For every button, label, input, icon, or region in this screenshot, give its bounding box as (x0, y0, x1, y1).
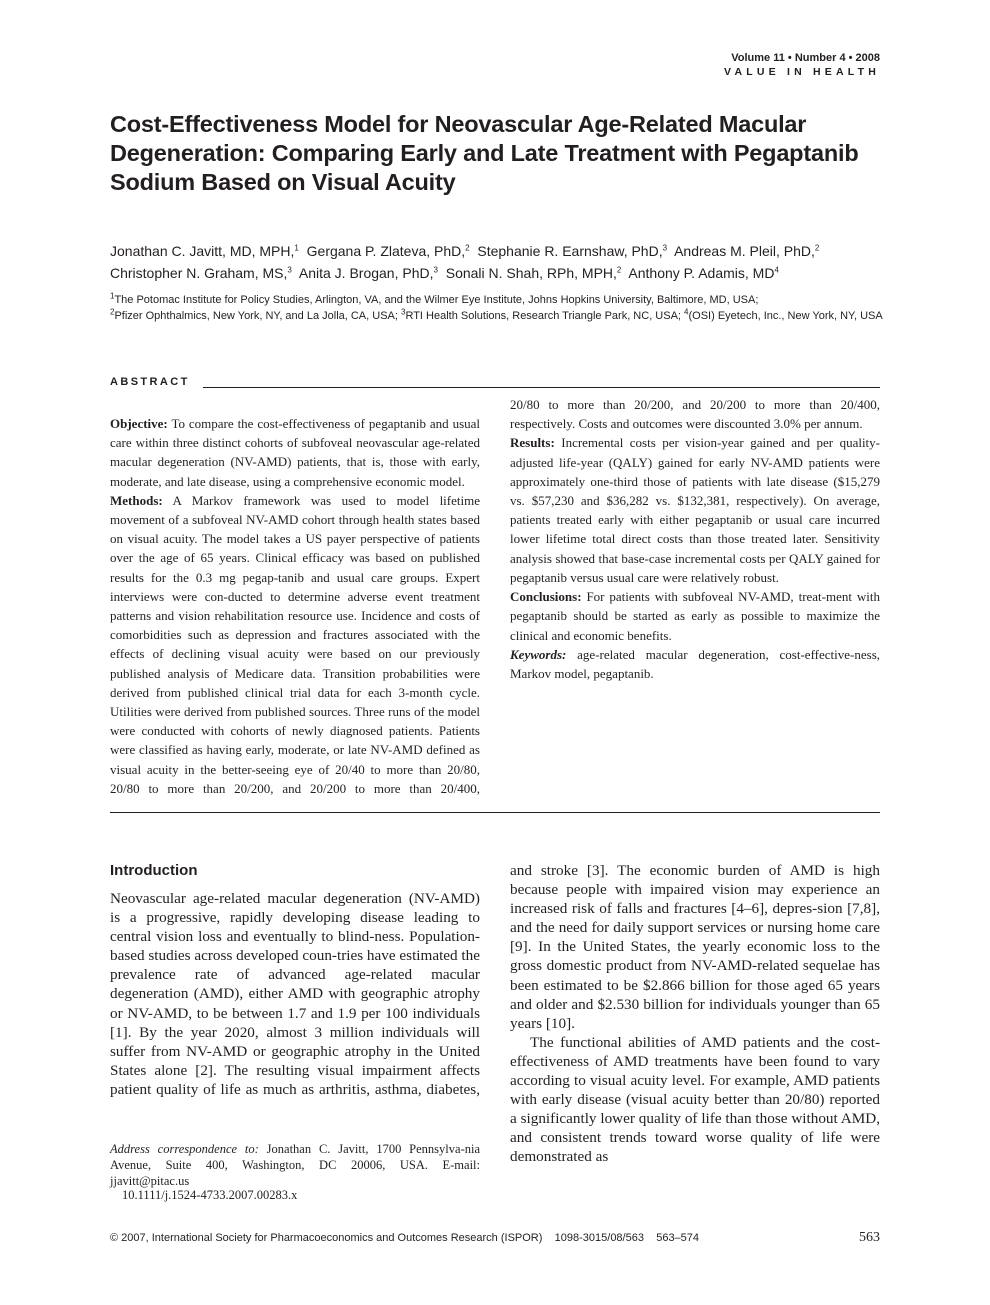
affiliation-sup: 3 (401, 307, 406, 317)
affiliation: The Potomac Institute for Policy Studies, Arlington, VA, and the Wilmer Eye Institute, Johns Hopkins University, Baltimore, MD, USA; (114, 294, 759, 306)
author: Anthony P. Adamis, MD (628, 265, 775, 281)
page-range: 563–574 (656, 1232, 700, 1244)
doi: 10.1111/j.1524-4733.2007.00283.x (122, 1188, 298, 1202)
conclusions-label: Conclusions: (510, 589, 582, 605)
keywords-text: age-related macular degeneration, cost-effective-ness, Markov model, pegaptanib. (510, 646, 880, 681)
article-title: Cost-Effectiveness Model for Neovascular Age-Related Macular Degeneration: Comparing Early and Late Treatment with Pegaptanib Sodium Based on Visual Acuity (110, 111, 859, 195)
intro-paragraph-1: Neovascular age-related macular degeneration (NV-AMD) is a progressive, rapidly developing disease leading to central vision loss and eventually to blind-ness. Population-based studies across developed coun-tries have estimated the prevalence rate of advanced age-related macular degeneration (AMD), either AMD with geographic atrophy or NV-AMD, to be between 1.7 and 1.9 per 100 individuals [1]. By the year 2020, almost 3 million individuals will suffer from NV-AMD or geographic atrophy in the United States alone [2]. The resulting visual impairment affects patient quality of life as much as arthritis, asthma, diabetes, (110, 890, 480, 1098)
author-sup: 3 (662, 243, 668, 253)
abstract-divider (203, 387, 880, 388)
body-right-viewport (510, 861, 880, 1206)
section-divider (110, 812, 880, 813)
abstract-objective (110, 414, 480, 491)
author-sup: 2 (814, 243, 820, 253)
author: Anita J. Brogan, PhD, (298, 265, 434, 281)
author-sup: 4 (774, 265, 779, 275)
author-sup: 2 (465, 243, 470, 253)
body-right-column (510, 861, 880, 1206)
abstract-right-column (510, 395, 880, 779)
author: Stephanie R. Earnshaw, PhD, (477, 243, 663, 259)
affiliation: Pfizer Ophthalmics, New York, NY, and La Jolla, CA, USA; (114, 310, 398, 322)
footer (110, 1232, 699, 1244)
abstract-keywords (510, 645, 880, 683)
copyright: © 2007, International Society for Pharmacoeconomics and Outcomes Research (ISPOR) (110, 1232, 543, 1244)
intro-paragraph-1-continued: and stroke [3]. The economic burden of AMD is high because people with impaired vision may experience an increased risk of falls and fractures [4–6], depres-sion [7,8], and the need for daily support services or nursing home care [9]. In the United States, the yearly economic loss to the gross domestic product from NV-AMD-related sequelae has been estimated to be $2.866 billion for those aged 65 years and older and $2.530 billion for individuals younger than 65 years [10]. (510, 861, 880, 1032)
correspondence-text (110, 1141, 480, 1189)
affiliations (110, 292, 890, 324)
author: Andreas M. Pleil, PhD, (674, 243, 815, 259)
affiliation-sup: 4 (684, 307, 689, 317)
abstract-results (510, 433, 880, 587)
methods-text-continued: 20/80 to more than 20/200, and 20/200 to more than 20/400, respectively. Costs and outcomes were discounted 3.0% per annum. (510, 397, 880, 432)
methods-text: A Markov framework was used to model lifetime movement of a subfoveal NV-AMD cohort through health states based on visual acuity. The model takes a US payer perspective of patients over the age of 65 years. Clinical efficacy was based on published results for the 0.3 mg pegap-tanib and usual care groups. Expert interviews were con-ducted to determine adverse event treatment patterns and vision rehabilitation resource use. Incidence and costs of comorbidities such as depression and fractures associated with the effects of declining visual acuity were based on our previously published analysis of Medicare data. Transition probabilities were derived from published clinical trial data for each 3-month cycle. Utilities were derived from published sources. Three runs of the model were conducted with cohorts of newly diagnosed patients. Patients were classified as having early, moderate, or late NV-AMD defined as visual acuity in the better-seeing eye of 20/40 to more than 20/80, 20/80 to more than 20/200, and 20/200 to more than 20/400, (110, 492, 480, 796)
affiliation-sup: 1 (110, 291, 115, 301)
page-number: 563 (859, 1230, 880, 1245)
affiliation-sup: 2 (110, 307, 115, 317)
author: Gergana P. Zlateva, PhD, (306, 243, 466, 259)
correspondence-note (110, 1141, 480, 1189)
author: Sonali N. Shah, RPh, MPH, (445, 265, 617, 281)
issn: 1098-3015/08/563 (554, 1232, 644, 1244)
abstract-heading: ABSTRACT (110, 376, 198, 388)
author-list (110, 240, 890, 284)
author-sup: 1 (294, 243, 299, 253)
methods-label: Methods: (110, 492, 163, 508)
conclusions-text: For patients with subfoveal NV-AMD, treat-ment with pegaptanib should be started as early as possible to maximize the clinical and economic benefits. (510, 589, 880, 643)
intro-paragraph-2: The functional abilities of AMD patients and the cost-effectiveness of AMD treatments have been found to vary according to visual acuity level. For example, AMD patients with early disease (visual acuity better than 20/80) reported a significantly lower quality of life than those without AMD, and consistent trends toward worse quality of life were demonstrated as (510, 1033, 880, 1166)
abstract-methods-continued (510, 395, 880, 433)
journal-issue: Volume 11 • Number 4 • 2008 (731, 52, 880, 64)
correspondence-address: Jonathan C. Javitt, 1700 Pennsylva-nia Avenue, Suite 400, Washington, DC 20006, USA. E-mail: jjavitt@pitac.us (110, 1142, 481, 1188)
introduction-heading: Introduction (110, 862, 198, 879)
affiliation: (OSI) Eyetech, Inc., New York, NY, USA (688, 310, 883, 322)
keywords-label: Keywords: (510, 646, 567, 662)
abstract-flow (510, 395, 880, 683)
abstract-right-viewport (510, 395, 880, 779)
body-flow (510, 861, 880, 1166)
abstract-conclusions (510, 587, 880, 645)
author: Christopher N. Graham, MS, (110, 265, 288, 281)
author: Jonathan C. Javitt, MD, MPH, (110, 243, 295, 259)
abstract-left-column (110, 414, 480, 798)
objective-label: Objective: (110, 416, 168, 431)
author-sup: 3 (287, 265, 292, 275)
correspondence-label: Address correspondence to: (110, 1142, 259, 1156)
affiliation: RTI Health Solutions, Research Triangle Park, NC, USA; (405, 310, 681, 322)
body-left-column (110, 889, 480, 1099)
journal-name: VALUE IN HEALTH (724, 66, 880, 78)
results-text: Incremental costs per vision-year gained and per quality-adjusted life-year (QALY) gained for early NV-AMD patients were approximately one-third those of patients with late disease ($15,279 vs. $57,230 and $36,282 vs. $132,381, respectively). On average, patients treated early with either pegaptanib or usual care incurred lower lifetime total direct costs than those treated later. Sensitivity analysis showed that base-case incremental costs per QALY gained for pegaptanib versus usual care were relatively robust. (510, 435, 880, 585)
results-label: Results: (510, 435, 555, 451)
objective-text: To compare the cost-effectiveness of pegaptanib and usual care within three distinct cohorts of subfoveal neovascular age-related macular degeneration (NV-AMD) patients, that is, those with early, moderate, and late disease, using a comprehensive economic model. (110, 416, 480, 489)
author-sup: 3 (433, 265, 438, 275)
author-sup: 2 (616, 265, 622, 275)
abstract-methods (110, 491, 480, 798)
